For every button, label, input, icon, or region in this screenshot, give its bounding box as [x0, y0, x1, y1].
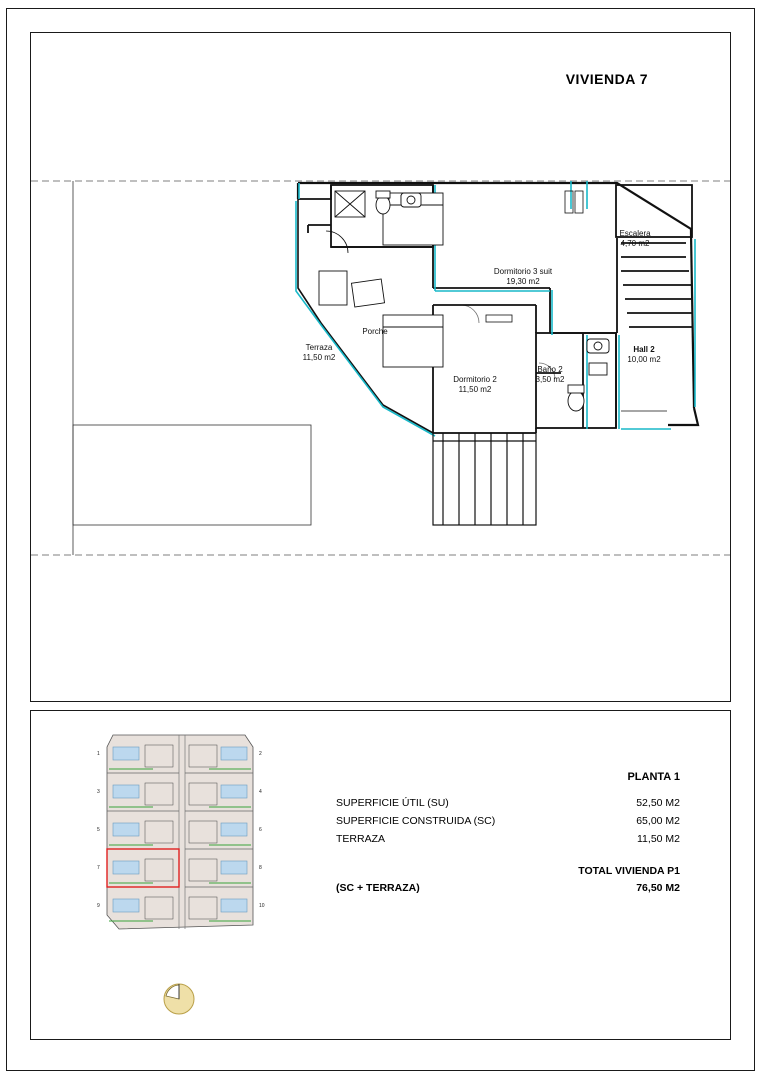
room-label-dormitorio-3: Dormitorio 3 suit 19,30 m2	[493, 267, 553, 286]
area-label-terraza: TERRAZA	[336, 833, 386, 845]
svg-text:8: 8	[259, 865, 262, 871]
planta-label: PLANTA 1	[627, 771, 680, 783]
svg-text:3: 3	[97, 789, 100, 795]
total-label: (SC + TERRAZA)	[336, 882, 420, 894]
total-title: TOTAL VIVIENDA P1	[578, 865, 680, 877]
floor-plan-panel	[30, 32, 731, 702]
key-site-plan-vector	[93, 729, 293, 944]
total-value: 76,50 M2	[636, 882, 680, 894]
area-row-su	[336, 797, 696, 809]
room-label-hall-2: Hall 2 10,00 m2	[627, 345, 661, 364]
area-row-sc	[336, 815, 696, 827]
total-row	[336, 882, 696, 894]
area-schedule	[336, 771, 696, 894]
area-value-su: 52,50 M2	[636, 797, 680, 809]
key-site-plan	[93, 729, 293, 944]
room-label-bano-2: Baño 2 3,50 m2	[535, 365, 565, 384]
svg-text:2: 2	[259, 751, 262, 757]
room-label-dormitorio-2: Dormitorio 2 11,50 m2	[453, 375, 497, 394]
svg-text:7: 7	[97, 865, 100, 871]
svg-text:10: 10	[259, 903, 265, 909]
info-panel	[30, 710, 731, 1040]
floor-plan-drawing	[31, 33, 730, 701]
svg-text:6: 6	[259, 827, 262, 833]
svg-text:1: 1	[97, 751, 100, 757]
area-value-sc: 65,00 M2	[636, 815, 680, 827]
svg-text:5: 5	[97, 827, 100, 833]
svg-text:9: 9	[97, 903, 100, 909]
svg-text:4: 4	[259, 789, 262, 795]
area-value-terraza: 11,50 M2	[637, 833, 680, 845]
north-compass-icon	[159, 979, 199, 1019]
total-block	[336, 865, 696, 894]
room-label-porche: Porche	[362, 327, 388, 336]
page-title: VIVIENDA 7	[565, 71, 648, 87]
area-label-sc: SUPERFICIE CONSTRUIDA (SC)	[336, 815, 496, 827]
area-row-terraza	[336, 833, 696, 845]
floor-plan-vector	[31, 33, 730, 701]
room-label-escalera: Escalera 4,70 m2	[619, 229, 651, 248]
area-label-su: SUPERFICIE ÚTIL (SU)	[336, 797, 449, 809]
room-label-terraza: Terraza 11,50 m2	[302, 343, 336, 362]
